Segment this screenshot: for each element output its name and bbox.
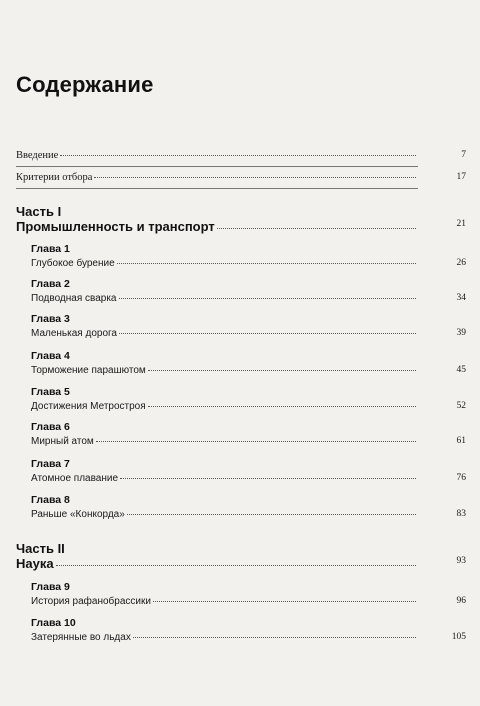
- chapter-title: Глубокое бурение: [31, 258, 115, 269]
- toc-entry-intro[interactable]: [16, 150, 466, 161]
- page-number: 52: [456, 401, 466, 411]
- leader-dots: [153, 601, 416, 602]
- chapter-title: Достижения Метростроя: [31, 401, 146, 412]
- leader-dots: [148, 370, 416, 371]
- page-number: 21: [456, 219, 466, 229]
- leader-dots: [117, 263, 416, 264]
- chapter-heading: Глава 6: [31, 421, 70, 433]
- toc-chapter-entry[interactable]: [31, 632, 466, 643]
- chapter-heading: Глава 3: [31, 313, 70, 325]
- leader-dots: [56, 565, 416, 566]
- page-number: 93: [456, 556, 466, 566]
- toc-chapter-entry[interactable]: [31, 509, 466, 520]
- leader-dots: [94, 177, 416, 178]
- divider: [16, 188, 418, 189]
- chapter-title: Раньше «Конкорда»: [31, 509, 125, 520]
- chapter-heading: Глава 1: [31, 243, 70, 255]
- page-number: 17: [456, 172, 466, 182]
- toc-chapter-entry[interactable]: [31, 258, 466, 269]
- chapter-title: Атомное плавание: [31, 473, 119, 484]
- chapter-heading: Глава 8: [31, 494, 70, 506]
- page-number: 7: [461, 150, 466, 160]
- leader-dots: [119, 298, 417, 299]
- page-title: Содержание: [16, 72, 154, 97]
- toc-chapter-entry[interactable]: [31, 596, 466, 607]
- chapter-title: Подводная сварка: [31, 293, 117, 304]
- part-title: Наука: [16, 556, 54, 571]
- page-number: 96: [456, 596, 466, 606]
- part-title: Промышленность и транспорт: [16, 219, 215, 234]
- chapter-heading: Глава 10: [31, 617, 76, 629]
- toc-chapter-entry[interactable]: [31, 365, 466, 376]
- leader-dots: [120, 478, 416, 479]
- leader-dots: [127, 514, 416, 515]
- leader-dots: [217, 228, 416, 229]
- leader-dots: [133, 637, 416, 638]
- divider: [16, 166, 418, 167]
- leader-dots: [96, 441, 416, 442]
- toc-entry-label: Критерии отбора: [16, 172, 93, 183]
- toc-chapter-entry[interactable]: [31, 473, 466, 484]
- page-number: 39: [456, 328, 466, 338]
- part-heading: Часть I: [16, 204, 62, 219]
- leader-dots: [148, 406, 416, 407]
- toc-part-entry[interactable]: [16, 219, 466, 234]
- page-number: 45: [456, 365, 466, 375]
- chapter-heading: Глава 9: [31, 581, 70, 593]
- chapter-title: Торможение парашютом: [31, 365, 146, 376]
- page-number: 26: [456, 258, 466, 268]
- part-heading: Часть II: [16, 541, 65, 556]
- toc-entry-criteria[interactable]: [16, 172, 466, 183]
- toc-part-entry[interactable]: [16, 556, 466, 571]
- chapter-title: История рафанобрассики: [31, 596, 151, 607]
- chapter-heading: Глава 7: [31, 458, 70, 470]
- page-number: 83: [456, 509, 466, 519]
- leader-dots: [119, 333, 416, 334]
- toc-chapter-entry[interactable]: [31, 328, 466, 339]
- page-number: 105: [451, 632, 466, 642]
- chapter-title: Маленькая дорога: [31, 328, 117, 339]
- chapter-title: Мирный атом: [31, 436, 94, 447]
- leader-dots: [60, 155, 416, 156]
- chapter-title: Затерянные во льдах: [31, 632, 131, 643]
- toc-chapter-entry[interactable]: [31, 436, 466, 447]
- toc-entry-label: Введение: [16, 150, 59, 161]
- chapter-heading: Глава 4: [31, 350, 70, 362]
- page-number: 61: [456, 436, 466, 446]
- toc-chapter-entry[interactable]: [31, 293, 466, 304]
- page-number: 76: [456, 473, 466, 483]
- page-number: 34: [456, 293, 466, 303]
- chapter-heading: Глава 5: [31, 386, 70, 398]
- chapter-heading: Глава 2: [31, 278, 70, 290]
- toc-chapter-entry[interactable]: [31, 401, 466, 412]
